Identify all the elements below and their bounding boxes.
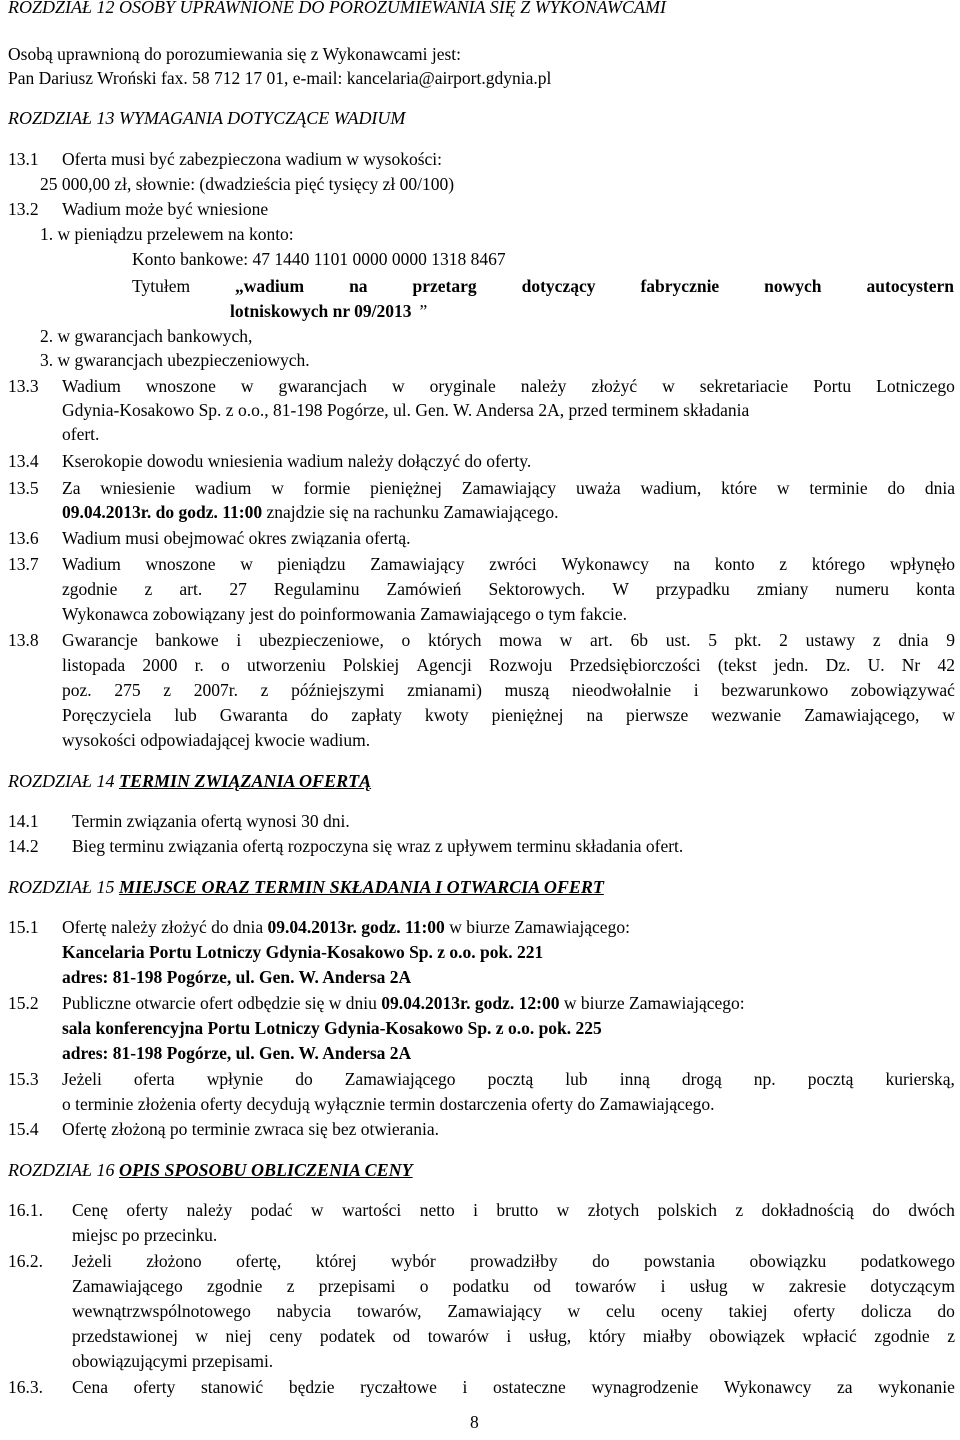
word: na — [673, 554, 691, 574]
word: nieodwołalnie — [571, 680, 672, 700]
word: w — [310, 1200, 324, 1220]
word: takiej — [728, 1301, 768, 1321]
word: należy — [520, 376, 567, 396]
word: do — [592, 1251, 610, 1271]
word: obowiązek — [709, 1326, 785, 1346]
word: wynagrodzenie — [591, 1377, 699, 1397]
word: z — [872, 630, 881, 650]
para-15-4-text: Ofertę złożoną po terminie zwraca się bez otwierania. — [62, 1119, 440, 1139]
word: kwoty — [424, 705, 469, 725]
chapter-15-heading: ROZDZIAŁ 15 MIEJSCE ORAZ TERMIN SKŁADANIA I OTWARCIA OFERT — [8, 877, 604, 897]
word: zgodnie — [207, 1276, 263, 1296]
word: w — [776, 478, 790, 498]
word: powstania — [644, 1251, 715, 1271]
para-15-2-line-3: adres: 81-198 Pogórze, ul. Gen. W. Andersa 2A — [62, 1043, 412, 1063]
word: formie — [303, 478, 351, 498]
para-16-2-number: 16.2. — [8, 1251, 43, 1271]
word: Wadium — [62, 554, 121, 574]
word: bezwarunkowo — [721, 680, 829, 700]
word: Gwarancje — [62, 630, 138, 650]
word: których — [427, 630, 482, 650]
word: Regulaminu — [273, 579, 360, 599]
para-16-2-line-5: obowiązującymi przepisami. — [72, 1351, 274, 1371]
word: mowa — [499, 630, 542, 650]
word: zgodnie — [874, 1326, 930, 1346]
word: Agencji — [416, 655, 472, 675]
word: Zamawiający — [447, 1301, 542, 1321]
word: 9 — [946, 630, 955, 650]
word: wybór — [391, 1251, 436, 1271]
para-16-2-line-1 — [72, 1251, 955, 1273]
word: ustawy — [805, 630, 856, 650]
word: wadium, — [640, 478, 702, 498]
word: art. — [179, 579, 203, 599]
word: nabycia — [276, 1301, 332, 1321]
word: Gwaranta — [219, 705, 288, 725]
word: pieniężnej — [370, 478, 443, 498]
word: drogą — [681, 1069, 722, 1089]
word: gwarancjach — [278, 376, 367, 396]
para-15-3-line-1 — [62, 1069, 955, 1091]
word: złotych — [587, 1200, 640, 1220]
word: wniesienie — [100, 478, 176, 498]
word: ubezpieczeniowe, — [258, 630, 384, 650]
word: Jeżeli — [72, 1251, 112, 1271]
word: niej — [225, 1326, 252, 1346]
word: Portu — [813, 376, 852, 396]
word: z — [779, 554, 788, 574]
word: w — [240, 554, 253, 574]
word: terminie — [809, 478, 868, 498]
payment-title-line-2: lotniskowych nr 09/2013 ” — [230, 301, 428, 321]
para-14-2-text: Bieg terminu związania ofertą rozpoczyna się wraz z upływem terminu składania ofert. — [72, 836, 684, 856]
word: wezwanie — [711, 705, 782, 725]
word: ust. — [665, 630, 691, 650]
para-13-4-number: 13.4 — [8, 451, 39, 471]
word: podać — [250, 1200, 293, 1220]
word: Wykonawcy — [723, 1377, 812, 1397]
word: za — [836, 1377, 853, 1397]
word: 275 — [114, 680, 141, 700]
word: oferty — [793, 1301, 836, 1321]
word: w — [751, 1276, 765, 1296]
word: oryginale — [429, 376, 496, 396]
word: z — [735, 1200, 744, 1220]
word: oferty — [126, 1200, 169, 1220]
word: brutto — [496, 1200, 539, 1220]
para-16-1-line-2: miejsc po przecinku. — [72, 1225, 218, 1245]
word: wadium — [194, 478, 252, 498]
word: w — [240, 376, 254, 396]
word: pieniężnej — [491, 705, 564, 725]
para-13-1-text: Oferta musi być zabezpieczona wadium w wysokości: — [62, 149, 443, 169]
para-16-3-number: 16.3. — [8, 1377, 43, 1397]
word: Cena — [72, 1377, 108, 1397]
para-16-2-line-4 — [72, 1326, 955, 1348]
word: „wadium — [235, 276, 305, 296]
word: Tytułem — [132, 276, 191, 296]
para-13-8-line-4 — [62, 705, 955, 727]
word: od — [392, 1326, 411, 1346]
word: zgodnie — [62, 579, 118, 599]
word: stanowić — [200, 1377, 264, 1397]
para-16-1-number: 16.1. — [8, 1200, 43, 1220]
word: Wykonawcy — [561, 554, 649, 574]
word: i — [473, 1200, 478, 1220]
chapter-12-heading: ROZDZIAŁ 12 OSOBY UPRAWNIONE DO POROZUMIEWANIA SIĘ Z WYKONAWCAMI — [8, 0, 667, 17]
word: pkt. — [734, 630, 762, 650]
word: zapłaty — [351, 705, 402, 725]
para-13-5-line-2: 09.04.2013r. do godz. 11:00 znajdzie się na rachunku Zamawiającego. — [62, 502, 559, 522]
para-13-7-number: 13.7 — [8, 554, 39, 574]
word: Dz. — [825, 655, 851, 675]
word: towarów — [575, 1276, 637, 1296]
word: do — [887, 478, 905, 498]
word: sekretariacie — [699, 376, 789, 396]
word: Zamawiającego — [344, 1069, 456, 1089]
word: lub — [565, 1069, 588, 1089]
word: kurierską, — [885, 1069, 955, 1089]
word: wnoszone — [145, 554, 216, 574]
word: Cenę — [72, 1200, 108, 1220]
word: Polskiej — [342, 655, 400, 675]
word: zmianami) — [407, 680, 482, 700]
para-16-2-line-3 — [72, 1301, 955, 1323]
word: które — [721, 478, 758, 498]
word: lub — [174, 705, 197, 725]
para-16-3-line-1 — [72, 1377, 955, 1399]
word: Za — [62, 478, 81, 498]
para-13-7-line-1 — [62, 554, 955, 576]
chapter-16-heading: ROZDZIAŁ 16 OPIS SPOSOBU OBLICZENIA CENY — [8, 1160, 413, 1180]
para-13-6-text: Wadium musi obejmować okres związania ofertą. — [62, 528, 411, 548]
word: do — [872, 1200, 890, 1220]
word: miałby — [643, 1326, 692, 1346]
word: wnoszone — [145, 376, 216, 396]
word: np. — [753, 1069, 776, 1089]
word: Zamawiający — [370, 554, 465, 574]
word: jedn. — [773, 655, 809, 675]
word: dotyczącym — [870, 1276, 955, 1296]
word: i — [236, 630, 242, 650]
para-13-6-number: 13.6 — [8, 528, 39, 548]
word: na — [586, 705, 604, 725]
word: dolicza — [861, 1301, 912, 1321]
word: dotyczący — [521, 276, 596, 296]
word: r. — [194, 655, 204, 675]
word: 27 — [229, 579, 247, 599]
word: usług — [689, 1276, 728, 1296]
para-13-8-line-1 — [62, 630, 955, 652]
word: i — [462, 1377, 468, 1397]
word: muszą — [504, 680, 550, 700]
word: przetarg — [412, 276, 477, 296]
word: Wadium — [62, 376, 121, 396]
para-13-3-line-3: ofert. — [62, 424, 100, 444]
word: wpłynęło — [889, 554, 955, 574]
word: listopada — [62, 655, 126, 675]
ch12-line-1: Osobą uprawnioną do porozumiewania się z Wykonawcami jest: — [8, 44, 462, 64]
word: pocztą — [807, 1069, 854, 1089]
word: który — [588, 1326, 626, 1346]
payment-title-line-1 — [132, 276, 954, 298]
word: podatek — [319, 1326, 376, 1346]
word: 2007r. — [193, 680, 238, 700]
word: Sektorowych. — [488, 579, 586, 599]
para-13-2-text: Wadium może być wniesione — [62, 199, 269, 219]
word: Jeżeli — [62, 1069, 102, 1089]
para-15-1-line-2: Kancelaria Portu Lotniczy Gdynia-Kosakowo Sp. z o.o. pok. 221 — [62, 942, 544, 962]
list-item-3: 3. w gwarancjach ubezpieczeniowych. — [40, 350, 310, 370]
word: złożono — [146, 1251, 202, 1271]
word: w — [942, 705, 955, 725]
word: złożyć — [591, 376, 638, 396]
ch12-line-2: Pan Dariusz Wroński fax. 58 712 17 01, e-mail: kancelaria@airport.gdynia.pl — [8, 68, 552, 88]
word: z — [144, 579, 153, 599]
word: nowych — [764, 276, 822, 296]
para-13-8-line-5: wysokości odpowiadającej kwocie wadium. — [62, 730, 371, 750]
word: ofertę, — [236, 1251, 282, 1271]
para-13-3-line-2: Gdynia-Kosakowo Sp. z o.o., 81-198 Pogórze, ul. Gen. W. Andersa 2A, przed terminem składania — [62, 400, 750, 420]
word: 42 — [937, 655, 955, 675]
word: ryczałtowe — [360, 1377, 437, 1397]
para-15-2-number: 15.2 — [8, 993, 39, 1013]
para-13-5-number: 13.5 — [8, 478, 39, 498]
word: z — [163, 680, 172, 700]
word: o — [401, 630, 411, 650]
para-13-1-number: 13.1 — [8, 149, 39, 169]
word: w — [556, 1200, 570, 1220]
para-15-3-number: 15.3 — [8, 1069, 39, 1089]
para-15-1-number: 15.1 — [8, 917, 39, 937]
para-13-8-number: 13.8 — [8, 630, 39, 650]
word: przypadku — [655, 579, 730, 599]
word: dwóch — [908, 1200, 955, 1220]
para-15-3-line-2: o terminie złożenia oferty decydują wyłącznie termin dostarczenia oferty do Zamawiającego. — [62, 1094, 715, 1114]
para-16-1-line-1 — [72, 1200, 955, 1222]
word: towarów, — [357, 1301, 422, 1321]
page-number: 8 — [470, 1412, 479, 1432]
list-item-1: 1. w pieniądzu przelewem na konto: — [40, 224, 294, 244]
word: do — [937, 1301, 955, 1321]
list-item-2: 2. w gwarancjach bankowych, — [40, 326, 253, 346]
word: pierwsze — [626, 705, 689, 725]
word: zobowiązywać — [850, 680, 955, 700]
word: 2 — [779, 630, 788, 650]
word: U. — [867, 655, 885, 675]
word: z — [947, 1326, 955, 1346]
chapter-14-heading: ROZDZIAŁ 14 TERMIN ZWIĄZANIA OFERTĄ — [8, 771, 372, 791]
para-13-3-number: 13.3 — [8, 376, 39, 396]
word: pieniądzu — [277, 554, 346, 574]
word: z — [286, 1276, 295, 1296]
word: poz. — [62, 680, 92, 700]
word: Zamawiającego, — [804, 705, 920, 725]
word: o — [419, 1276, 429, 1296]
word: towarów — [427, 1326, 489, 1346]
word: wpłynie — [206, 1069, 264, 1089]
word: Lotniczego — [876, 376, 955, 396]
word: wartości — [341, 1200, 402, 1220]
word: z — [260, 680, 269, 700]
word: Zamówień — [386, 579, 462, 599]
word: W — [612, 579, 629, 599]
para-15-2-line-1: Publiczne otwarcie ofert odbędzie się w dniu 09.04.2013r. godz. 12:00 w biurze Zamawiającego: — [62, 993, 745, 1013]
word: obowiązku — [749, 1251, 827, 1271]
chapter-13-heading: ROZDZIAŁ 13 WYMAGANIA DOTYCZĄCE WADIUM — [8, 108, 406, 128]
word: na — [349, 276, 368, 296]
word: zakresie — [788, 1276, 847, 1296]
word: podatku — [452, 1276, 510, 1296]
word: w — [662, 376, 675, 396]
word: Zamawiającego — [72, 1276, 183, 1296]
word: w — [391, 376, 405, 396]
word: i — [506, 1326, 512, 1346]
word: dnia — [924, 478, 955, 498]
word: utworzeniu — [246, 655, 326, 675]
word: oferty — [133, 1377, 176, 1397]
para-13-5-line-1 — [62, 478, 955, 500]
word: 2000 — [142, 655, 178, 675]
word: uważa — [575, 478, 621, 498]
word: i — [693, 680, 699, 700]
word: polskich — [657, 1200, 717, 1220]
word: zwróci — [489, 554, 537, 574]
word: i — [660, 1276, 666, 1296]
word: wpłacić — [802, 1326, 857, 1346]
word: wykonanie — [878, 1377, 955, 1397]
para-13-7-line-3: Wykonawca zobowiązany jest do poinformowania Zamawiającego o tym fakcie. — [62, 604, 628, 624]
word: fabrycznie — [640, 276, 720, 296]
word: którego — [811, 554, 866, 574]
word: przedstawionej — [72, 1326, 178, 1346]
para-13-8-line-3 — [62, 680, 955, 702]
word: usług, — [528, 1326, 572, 1346]
para-13-2-number: 13.2 — [8, 199, 39, 219]
word: (tekst — [717, 655, 757, 675]
para-13-1-line-2: 25 000,00 zł, słownie: (dwadzieścia pięć tysięcy zł 00/100) — [40, 174, 455, 194]
word: bankowe — [155, 630, 219, 650]
para-14-2-number: 14.2 — [8, 836, 39, 856]
word: dnia — [898, 630, 929, 650]
word: Rozwoju — [489, 655, 553, 675]
word: w — [271, 478, 284, 498]
word: w — [559, 630, 573, 650]
word: 5 — [708, 630, 717, 650]
word: Nr — [901, 655, 921, 675]
word: o — [221, 655, 230, 675]
para-15-1-line-3: adres: 81-198 Pogórze, ul. Gen. W. Andersa 2A — [62, 967, 412, 987]
word: zmiany — [756, 579, 809, 599]
word: oceny — [660, 1301, 703, 1321]
word: późniejszymi — [291, 680, 385, 700]
word: netto — [419, 1200, 455, 1220]
word: do — [310, 705, 329, 725]
word: której — [315, 1251, 357, 1271]
word: numeru — [835, 579, 889, 599]
para-13-3-line-1 — [62, 376, 955, 398]
word: należy — [186, 1200, 233, 1220]
word: Zamawiający — [461, 478, 557, 498]
word: Przedsiębiorczości — [569, 655, 701, 675]
word: wewnątrzwspólnotowego — [72, 1301, 251, 1321]
para-13-7-line-2 — [62, 579, 955, 601]
word: dokładnością — [761, 1200, 854, 1220]
word: pocztą — [487, 1069, 534, 1089]
para-14-1-number: 14.1 — [8, 811, 39, 831]
bank-account: Konto bankowe: 47 1440 1101 0000 0000 1318 8467 — [132, 249, 506, 269]
para-13-4-text: Kserokopie dowodu wniesienia wadium należy dołączyć do oferty. — [62, 451, 532, 471]
word: 6b — [630, 630, 649, 650]
para-15-1-line-1: Ofertę należy złożyć do dnia 09.04.2013r. godz. 11:00 w biurze Zamawiającego: — [62, 917, 630, 937]
word: przepisami — [318, 1276, 396, 1296]
word: będzie — [288, 1377, 335, 1397]
para-14-1-text: Termin związania ofertą wynosi 30 dni. — [72, 811, 350, 831]
word: inną — [619, 1069, 650, 1089]
word: do — [295, 1069, 313, 1089]
word: konto — [714, 554, 755, 574]
word: konta — [916, 579, 955, 599]
para-15-4-number: 15.4 — [8, 1119, 39, 1139]
word: ostateczne — [492, 1377, 566, 1397]
word: art. — [589, 630, 613, 650]
word: w — [195, 1326, 209, 1346]
word: celu — [605, 1301, 636, 1321]
word: podatkowego — [860, 1251, 955, 1271]
para-13-8-line-2 — [62, 655, 955, 677]
word: ceny — [269, 1326, 303, 1346]
word: oferta — [133, 1069, 175, 1089]
word: od — [533, 1276, 551, 1296]
para-15-2-line-2: sala konferencyjna Portu Lotniczy Gdynia-Kosakowo Sp. z o.o. pok. 225 — [62, 1018, 602, 1038]
word: prowadziłby — [470, 1251, 558, 1271]
para-16-2-line-2 — [72, 1276, 955, 1298]
word: w — [567, 1301, 581, 1321]
word: Poręczyciela — [62, 705, 152, 725]
word: autocystern — [866, 276, 954, 296]
